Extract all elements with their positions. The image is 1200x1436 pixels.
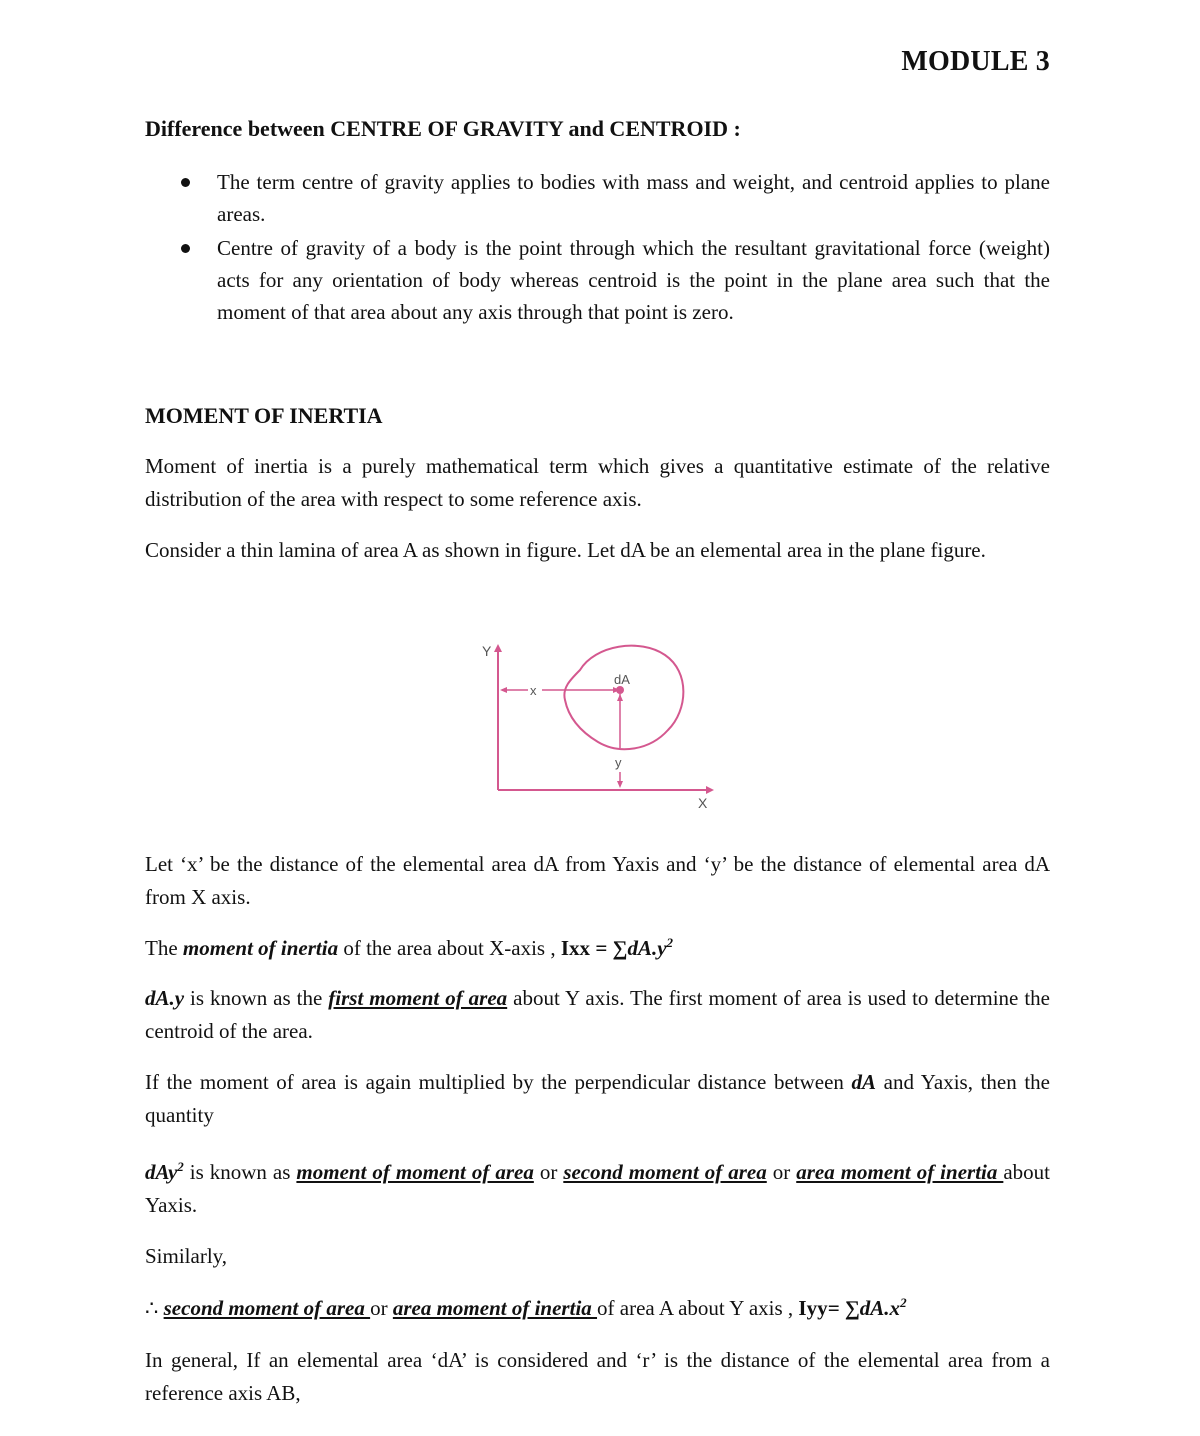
first-moment-post: about Y axis. The first moment of area is used to determine the centroid of the area.: [145, 986, 1050, 1043]
iyy-paragraph: [145, 1292, 1050, 1325]
moment-of-moment-term: moment of moment of area: [296, 1160, 534, 1184]
general-paragraph: In general, If an elemental area ‘dA’ is considered and ‘r’ is the distance of the elemental area from a reference axis AB,: [145, 1348, 1050, 1405]
x-axis-label: X: [698, 795, 708, 811]
ixx-pre-text: The: [145, 936, 183, 960]
iyy-symbol: Iyy: [798, 1296, 828, 1320]
dA-label: dA: [614, 672, 630, 687]
ixx-exponent: 2: [666, 935, 674, 950]
cg-centroid-heading: Difference between CENTRE OF GRAVITY and CENTROID :: [145, 116, 741, 141]
dAy-expression: dAy: [145, 1160, 178, 1184]
dA-term: dA: [851, 1070, 877, 1094]
ixx-paragraph: [145, 932, 1050, 965]
list-item: [145, 166, 1050, 230]
second-moment-post: about Yaxis.: [145, 1160, 1051, 1217]
bullet-text-1: The term centre of gravity applies to bodies with mass and weight, and centroid applies to plane areas.: [217, 170, 1050, 226]
perpendicular-paragraph: [145, 1066, 1050, 1132]
or-text-3: or: [370, 1296, 393, 1320]
iyy-mid-text: of area A about Y axis ,: [597, 1296, 799, 1320]
ixx-symbol: Ixx: [560, 936, 591, 960]
second-moment-term: second moment of area: [563, 1160, 767, 1184]
definition-paragraph: Moment of inertia is a purely mathematical term which gives a quantitative estimate of the relative distribution of the area with respect to some reference axis.: [145, 454, 1050, 511]
first-moment-paragraph: [145, 982, 1050, 1048]
or-text-2: or: [766, 1160, 797, 1184]
therefore-symbol: ∴: [145, 1296, 159, 1320]
distance-paragraph: Let ‘x’ be the distance of the elemental area dA from Yaxis and ‘y’ be the distance of elemental area dA from X axis.: [145, 852, 1050, 909]
second-moment-pre: is known as: [183, 1160, 297, 1184]
x-distance-label: x: [530, 683, 537, 698]
ixx-mid-text: of the area about X-axis ,: [338, 936, 561, 960]
moment-of-inertia-term: moment of inertia: [182, 936, 339, 960]
perpendicular-post: and Yaxis, then the quantity: [145, 1070, 1050, 1127]
second-moment-paragraph: [145, 1156, 1050, 1222]
iyy-exponent: 2: [900, 1295, 907, 1310]
lamina-paragraph: Consider a thin lamina of area A as shown in figure. Let dA be an elemental area in the plane figure.: [145, 538, 986, 562]
dA-y-expression: dA.y: [145, 986, 185, 1010]
area-moment-of-inertia-term-iyy: area moment of inertia: [392, 1296, 598, 1320]
bullet-icon: [181, 244, 190, 253]
area-moment-of-inertia-term: area moment of inertia: [796, 1160, 1004, 1184]
module-header: MODULE 3: [901, 46, 1050, 77]
y-distance-label: y: [615, 755, 622, 770]
lamina-outline: [564, 646, 683, 750]
perpendicular-pre: If the moment of area is again multiplied by the perpendicular distance between: [145, 1070, 852, 1094]
bullet-text-2: Centre of gravity of a body is the point through which the resultant gravitational force (weight) acts for any orientation of body whereas centroid is the point in the plane area such that the moment of that area about any axis through that point is zero.: [217, 236, 1050, 324]
list-item: [145, 232, 1050, 328]
second-moment-term-iyy: second moment of area: [163, 1296, 371, 1320]
similarly-paragraph: Similarly,: [145, 1244, 228, 1268]
axes: [494, 644, 714, 794]
iyy-equation: = ∑dA.x: [827, 1296, 901, 1320]
first-moment-term: first moment of area: [328, 986, 508, 1010]
lamina-figure: [470, 630, 730, 820]
moment-of-inertia-heading: MOMENT OF INERTIA: [145, 403, 383, 428]
dAy-exponent: 2: [177, 1159, 184, 1174]
ixx-equation: = ∑dA.y: [590, 936, 667, 960]
bullet-icon: [181, 178, 190, 187]
first-moment-pre: is known as the: [184, 986, 329, 1010]
element-dA-point: [616, 686, 624, 694]
difference-list: [145, 166, 1050, 330]
y-axis-label: Y: [482, 643, 492, 659]
or-text-1: or: [533, 1160, 564, 1184]
